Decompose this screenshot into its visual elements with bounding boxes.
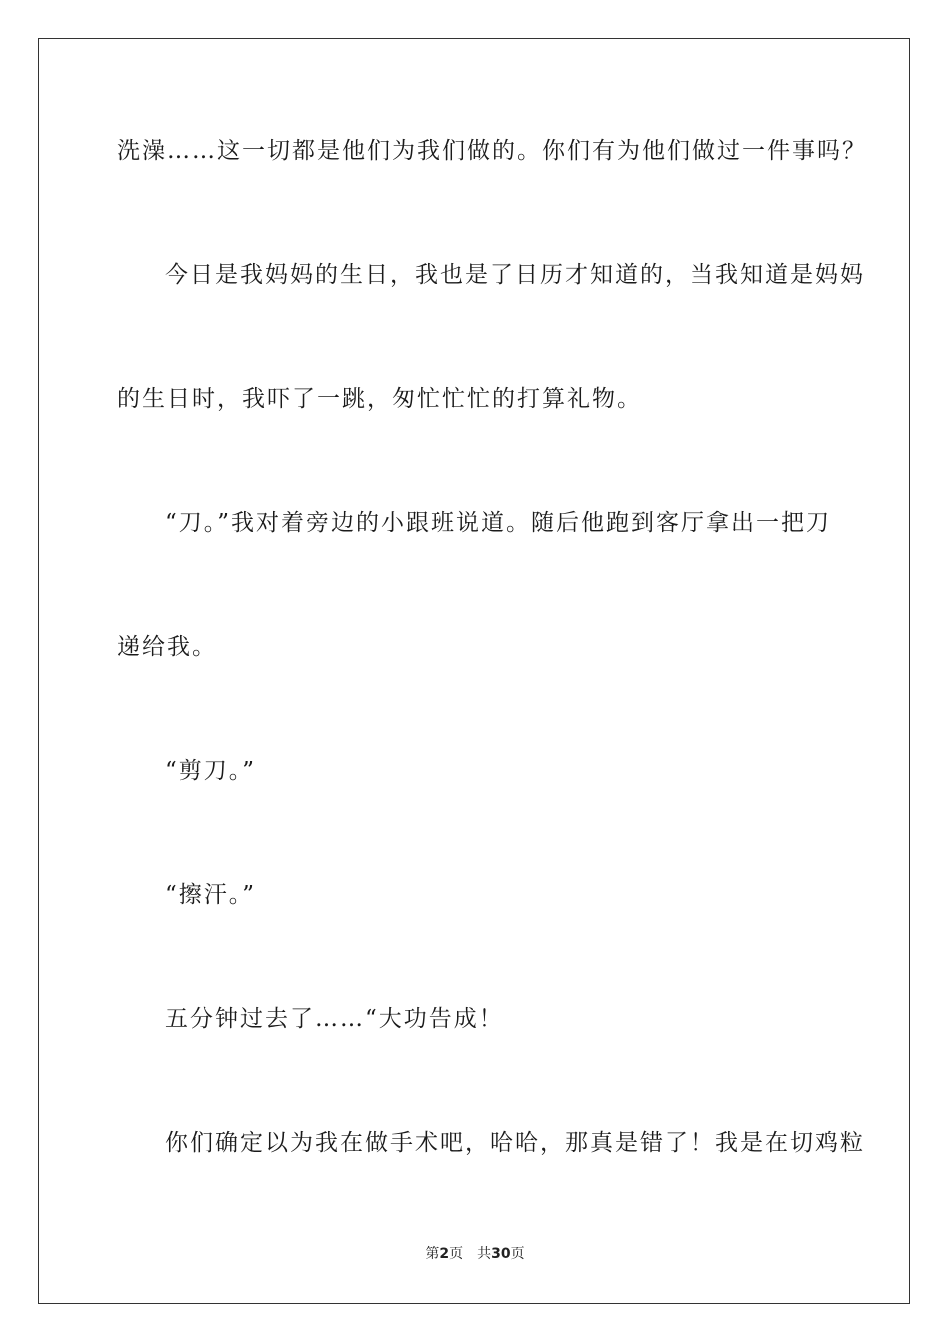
page-border xyxy=(38,38,910,1304)
page-prefix: 第 xyxy=(425,1246,440,1262)
paragraph-line: “剪刀。” xyxy=(165,758,257,784)
paragraph-line: 你们确定以为我在做手术吧，哈哈，那真是错了！我是在切鸡粒 xyxy=(165,1130,865,1156)
paragraph-line: 今日是我妈妈的生日，我也是了日历才知道的，当我知道是妈妈 xyxy=(165,262,865,288)
total-suffix: 页 xyxy=(510,1246,525,1262)
paragraph-line: 洗澡……这一切都是他们为我们做的。你们有为他们做过一件事吗？ xyxy=(117,138,867,164)
paragraph-line: 的生日时，我吓了一跳，匆忙忙忙的打算礼物。 xyxy=(117,386,642,412)
paragraph-line: “刀。”我对着旁边的小跟班说道。随后他跑到客厅拿出一把刀 xyxy=(165,510,832,536)
page-suffix: 页 xyxy=(449,1246,464,1262)
paragraph-line: 五分钟过去了……“大功告成！ xyxy=(165,1006,504,1032)
paragraph-line: 递给我。 xyxy=(117,634,217,660)
page-number: 2 xyxy=(439,1246,450,1262)
paragraph-line: “擦汗。” xyxy=(165,882,257,908)
total-pages: 30 xyxy=(491,1246,511,1262)
total-prefix: 共 xyxy=(477,1246,492,1262)
page-footer xyxy=(0,1244,950,1264)
